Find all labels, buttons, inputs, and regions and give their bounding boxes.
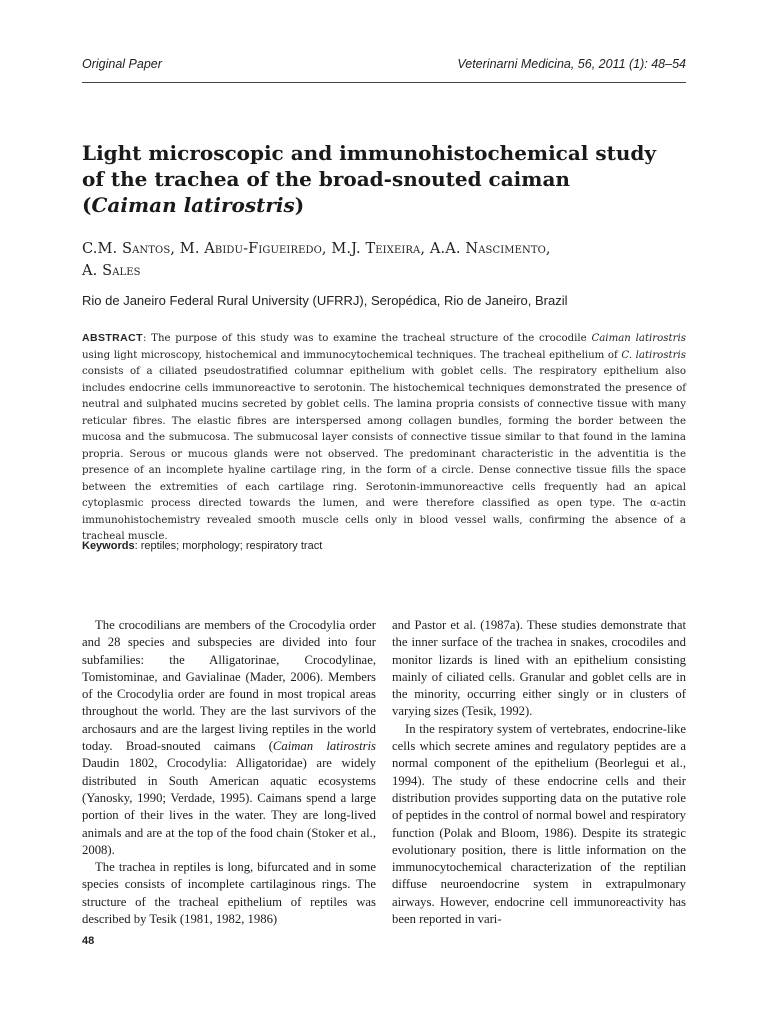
keywords-label: Keywords	[82, 540, 135, 552]
keywords-text: : reptiles; morphology; respiratory tract	[134, 540, 323, 552]
keywords	[82, 538, 686, 554]
article-title	[82, 140, 682, 218]
abstract: ABSTRACT: The purpose of this study was to examine the tracheal structure of the crocodile Caiman latirostris using light microscopy, histochemical and immunocytochemical techniques. The tracheal epithelium of C. latirostris consists of a ciliated pseudostratified columnar epithelium with goblet cells. The respiratory epithelium also includes endocrine cells immunoreactive to serotonin. The histochemical techniques demonstrated the presence of neutral and sulphated mucins secreted by goblet cells. The lamina propria consists of connective tissue with many reticular fibres. The elastic fibres are interspersed among collagen bundles, forming the border between the mucosa and the submucosa. The submucosal layer consists of connective tissue similar to that found in the lamina propria. Serous or mucous glands were not observed. The predominant characteristic in the adventitia is the presence of an incomplete hyaline cartilage ring, in the form of a circle. Dense connective tissue fills the space between the extremities of each cartilage ring. Serotonin-immunoreactive cells frequently had an apical cytoplasmic process directed towards the lumen, and were therefore classified as open type. The α-actin immunohistochemistry revealed smooth muscle cells only in blood vessel walls, confirming the absence of a tracheal muscle.	[82, 332, 686, 542]
affiliation: Rio de Janeiro Federal Rural University (UFRRJ), Seropédica, Rio de Janeiro, Brazil	[82, 293, 568, 308]
paragraph: In the respiratory system of vertebrates, endocrine-like cells which secrete amines and regulatory peptides are a normal component of the epithelium (Beorlegui et al., 1994). The study of these endocrine cells and their distribution provides supporting data on the putative role of peptides in the control of normal bowel and respiratory function (Polak and Bloom, 1986). Despite its strategic evolutionary position, there is little information on the immunocytochemical characterization of the reptilian diffuse neuroendocrine system in extrapulmonary airways. However, endocrine cell immunoreactivity has been reported in vari-	[392, 721, 686, 927]
paragraph: The trachea in reptiles is long, bifurcated and in some species consists of incomplete cartilaginous rings. The structure of the tracheal epithelium of reptiles was described by Tesik (1981, 1982, 1986)	[82, 860, 376, 927]
paragraph: and Pastor et al. (1987a). These studies demonstrate that the inner surface of the trachea in snakes, crocodiles and monitor lizards is lined with an epithelium consisting mainly of ciliated cells. Granular and goblet cells are in the minority, occurring either singly or in clusters of varying sizes (Tesik, 1992).	[392, 618, 686, 719]
species-name: Caiman latirostris	[91, 193, 295, 217]
body-column-left	[82, 617, 376, 928]
title-line-2: of the trachea of the broad-snouted caiman	[82, 167, 570, 191]
running-header	[82, 54, 686, 76]
body-column-right	[392, 617, 686, 928]
journal-citation: Veterinarni Medicina, 56, 2011 (1): 48–54	[457, 57, 686, 71]
title-line-3: (Caiman latirostris)	[82, 193, 305, 217]
authors-line-1: C.M. Santos, M. Abidu-Figueiredo, M.J. Teixeira, A.A. Nascimento,	[82, 240, 551, 257]
article-type: Original Paper	[82, 57, 162, 71]
author-list	[82, 238, 682, 282]
abstract-label: ABSTRACT	[82, 332, 143, 344]
authors-line-2: A. Sales	[82, 262, 141, 279]
page-number: 48	[82, 935, 95, 947]
title-line-1: Light microscopic and immunohistochemical study	[82, 141, 657, 165]
header-rule	[82, 82, 686, 83]
paragraph: The crocodilians are members of the Crocodylia order and 28 species and subspecies are divided into four subfamilies: the Alligatorinae, Crocodylinae, Tomistominae, and Gavialinae (Mader, 2006). Members of the Crocodylia order are found in most tropical areas throughout the world. They are the last survivors of the archosaurs and are the largest living reptiles in the world today. Broad-snouted caimans (Caiman latirostris Daudin 1802, Crocodylia: Alligatoridae) are widely distributed in South American aquatic ecosystems (Yanosky, 1990; Verdade, 1995). Caimans spend a large portion of their lives in the water. They are long-lived animals and are at the top of the food chain (Stoker et al., 2008).	[82, 618, 376, 857]
